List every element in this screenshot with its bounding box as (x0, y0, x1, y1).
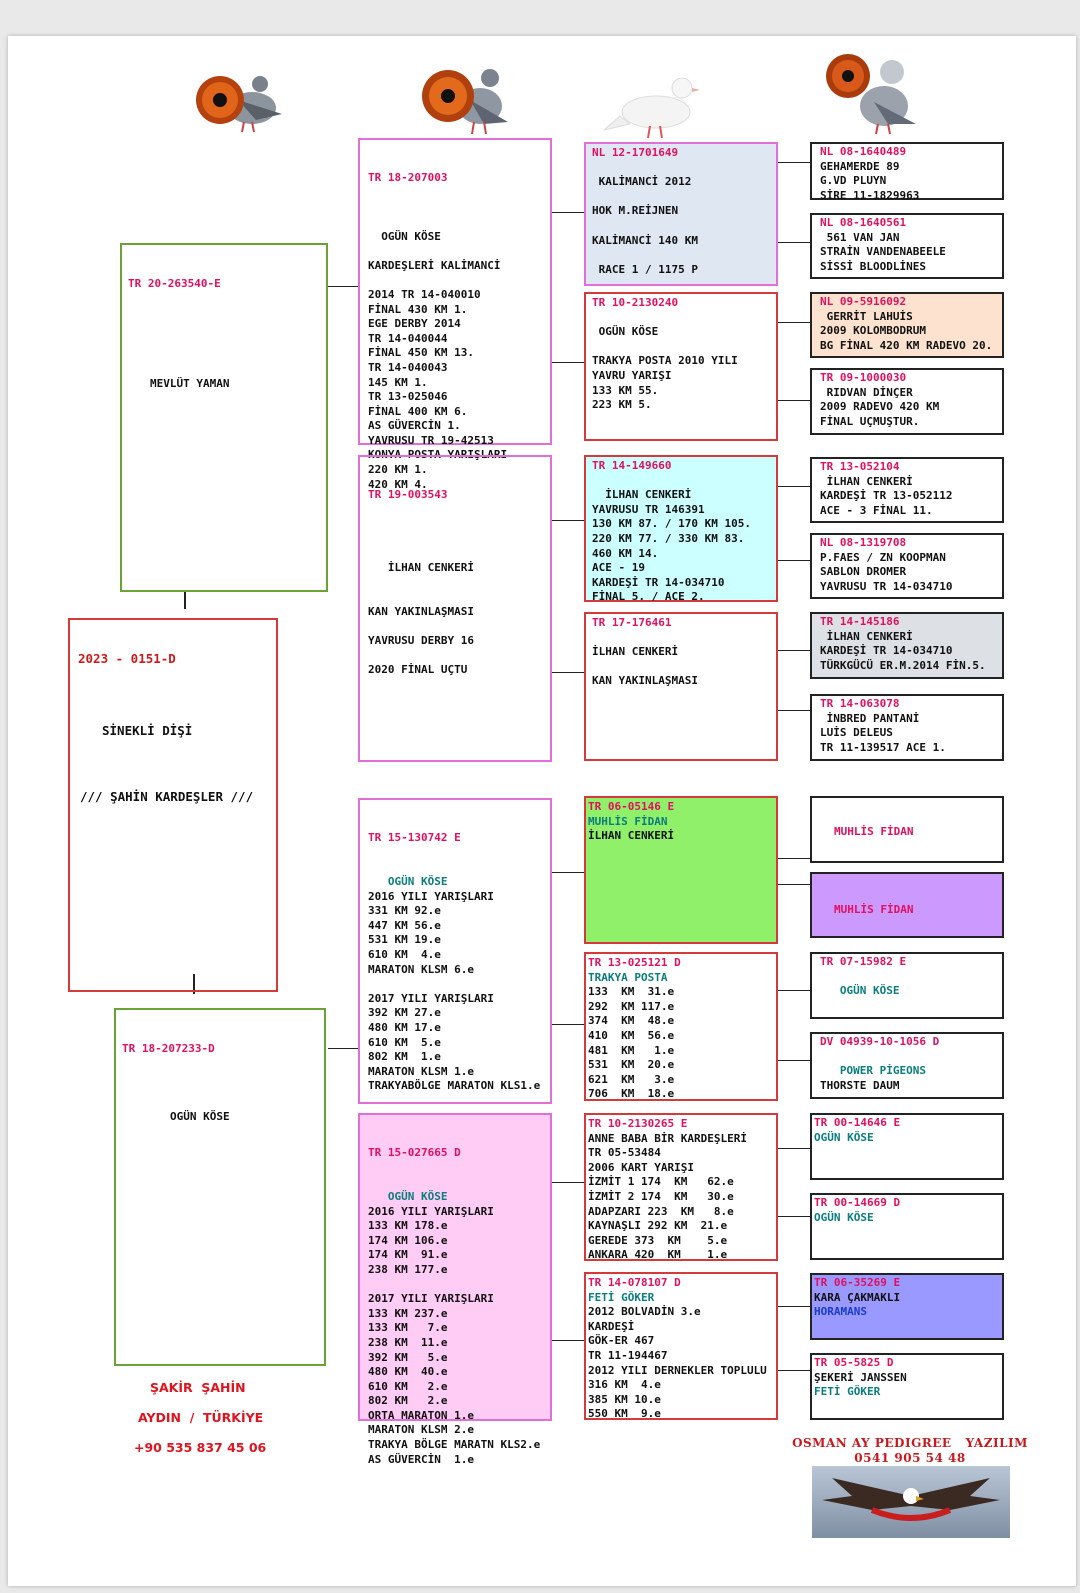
pedigree-text-line (820, 970, 994, 985)
pedigree-text-line: MUHLİS FİDAN (834, 903, 914, 916)
pedigree-text-line: 220 KM 77. / 330 KM 83. (592, 531, 745, 545)
pedigree-text-line: AS GÜVERCİN 1. (368, 419, 461, 433)
pedigree-text-line: NL 08-1640489 (820, 145, 907, 158)
pedigree-text-line: 420 KM 4. (368, 477, 428, 491)
pedigree-text-line: İLHAN CENKERİ (592, 488, 692, 502)
pedigree-text-line (592, 248, 770, 263)
gen4-card-16[interactable] (810, 1353, 1004, 1420)
pedigree-text-line: YAVRUSU TR 14-034710 (820, 579, 953, 593)
pedigree-text-line: MUHLİS FİDAN (834, 825, 914, 838)
pedigree-text-line: TR 14-040043 (368, 360, 448, 374)
pedigree-text-line: BG FİNAL 420 KM RADEVO 20. (820, 338, 993, 352)
pedigree-text-line: KAYNAŞLI 292 KM 21.e (588, 1219, 728, 1233)
gen4-card-11[interactable] (810, 952, 1004, 1019)
pedigree-text-line: 531 KM 19.e (368, 933, 441, 947)
gen2-ring: TR 15-027665 D (368, 1146, 461, 1160)
pedigree-text-line: TR 13-052104 (820, 460, 900, 473)
pedigree-text-line: YAVRUSU TR 19-42513 (368, 433, 494, 447)
pedigree-text-line: İLHAN CENKERİ (368, 561, 474, 575)
pedigree-text-line: FETİ GÖKER (814, 1385, 881, 1399)
gen4-card-15[interactable] (810, 1273, 1004, 1340)
pedigree-text-line: FETİ GÖKER (588, 1290, 655, 1304)
pedigree-text-line: TR 06-05146 E (588, 800, 675, 813)
pedigree-text-line (820, 1050, 994, 1065)
pedigree-text-line: OGÜN KÖSE (368, 229, 441, 243)
pedigree-text-line: GÖK-ER 467 (588, 1334, 655, 1348)
pedigree-text-line: MARATON KLSM 2.e (368, 1423, 474, 1437)
pedigree-text-line: TR 10-2130265 E (588, 1117, 688, 1130)
pedigree-text-line: 2012 BOLVADİN 3.e (588, 1305, 701, 1319)
pedigree-text-line: TR 00-14669 D (814, 1196, 901, 1209)
pedigree-text-line: TR 14-149660 (592, 459, 672, 472)
pedigree-text-line: ANKARA 420 KM 1.e (588, 1248, 728, 1262)
pedigree-text-line: TRAKYABÖLGE MARATON KLS1.e (368, 1079, 541, 1093)
pedigree-text-line: NL 09-5916092 (820, 295, 907, 308)
pigeon-eye-photo-2 (412, 60, 512, 136)
gen3-card-6[interactable] (584, 952, 778, 1101)
gen4-card-10[interactable] (810, 872, 1004, 938)
gen4-card-9[interactable] (810, 796, 1004, 863)
pedigree-text-line: KAN YAKINLAŞMASI (592, 674, 698, 688)
eagle-logo (812, 1466, 1010, 1538)
pedigree-text-line: 802 KM 2.e (368, 1394, 448, 1408)
pedigree-text-line: YAVRUSU TR 146391 (592, 502, 705, 516)
pedigree-text-line: OGÜN KÖSE (820, 984, 900, 998)
pedigree-text-line: 410 KM 56.e (588, 1028, 675, 1042)
pedigree-text-line: 374 KM 48.e (588, 1014, 675, 1028)
pedigree-text-line: TRAKYA POSTA 2010 YILI (592, 354, 738, 368)
pedigree-text-line: OGÜN KÖSE (368, 874, 448, 888)
pedigree-text-line: KALİMANCİ 2012 (592, 175, 692, 189)
gen4-card-8[interactable] (810, 694, 1004, 761)
pedigree-text-line: 174 KM 106.e (368, 1233, 448, 1247)
pedigree-text-line: 130 KM 87. / 170 KM 105. (592, 517, 751, 531)
pedigree-text-line: KONYA POSTA YARIŞLARI (368, 448, 508, 462)
pedigree-text-line: TRAKYA BÖLGE MARATN KLS2.e (368, 1438, 541, 1452)
pedigree-text-line: 133 KM 7.e (368, 1321, 448, 1335)
pedigree-text-line: KALİMANCİ 140 KM (592, 233, 698, 247)
pedigree-text-line: TR 17-176461 (592, 616, 672, 629)
pedigree-text-line (368, 620, 542, 635)
pedigree-text-line: KARDEŞLERİ KALİMANCİ (368, 258, 501, 272)
dam-sire-card[interactable] (358, 798, 552, 1104)
brand-phone: 0541 905 54 48 (854, 1451, 966, 1465)
pedigree-text-line: 133 KM 237.e (368, 1306, 448, 1320)
pedigree-text-line: TR 09-1000030 (820, 371, 907, 384)
dam-dam-card[interactable] (358, 1113, 552, 1466)
pedigree-text-line: YAVRU YARIŞI (592, 368, 672, 382)
pedigree-text-line: 2009 RADEVO 420 KM (820, 400, 940, 414)
gen4-card-2[interactable] (810, 213, 1004, 279)
pedigree-text-line: 481 KM 1.e (588, 1043, 675, 1057)
pedigree-text-line: SABLON DROMER (820, 565, 907, 579)
gen4-card-4[interactable] (810, 368, 1004, 435)
pedigree-text-line: 2012 YILI DERNEKLER TOPLULU (588, 1363, 767, 1377)
pedigree-text-line: HORAMANS (814, 1305, 867, 1319)
pedigree-text-line: 2014 TR 14-040010 (368, 287, 481, 301)
pedigree-text-line: 561 VAN JAN (820, 230, 900, 244)
pedigree-text-line (368, 977, 542, 992)
pedigree-text-line: İLHAN CENKERİ (592, 645, 679, 659)
pedigree-text-line: ANNE BABA BİR KARDEŞLERİ (588, 1131, 747, 1145)
subject-name: SİNEKLİ DİŞİ (102, 723, 193, 738)
pedigree-text-line: 133 KM 31.e (588, 985, 675, 999)
pedigree-text-line: KARDEŞİ TR 14-034710 (820, 644, 953, 658)
pedigree-text-line: POWER PİGEONS (820, 1064, 926, 1078)
pedigree-text-line (368, 215, 542, 230)
pedigree-text-line: FİNAL 450 KM 13. (368, 346, 474, 360)
pedigree-text-line: P.FAES / ZN KOOPMAN (820, 550, 946, 564)
pedigree-text-line: FİNAL 400 KM 6. (368, 404, 468, 418)
pedigree-text-line: İZMİT 1 174 KM 62.e (588, 1175, 734, 1189)
pedigree-text-line: 610 KM 5.e (368, 1035, 441, 1049)
pedigree-text-line: FİNAL 5. / ACE 2. (592, 590, 705, 604)
gen3-card-8[interactable] (584, 1272, 778, 1420)
pedigree-text-line: 392 KM 27.e (368, 1006, 441, 1020)
pedigree-text-line: TR 14-145186 (820, 615, 900, 628)
pedigree-text-line: FİNAL 430 KM 1. (368, 302, 468, 316)
pedigree-text-line: SİRE 11-1829963 (820, 188, 920, 202)
gen4-card-7[interactable] (810, 612, 1004, 679)
pedigree-text-line: KARDEŞİ TR 13-052112 (820, 489, 953, 503)
pedigree-text-line: MARATON KLSM 6.e (368, 962, 474, 976)
pedigree-text-line: 292 KM 117.e (588, 999, 675, 1013)
pedigree-text-line: TR 06-35269 E (814, 1276, 901, 1289)
pedigree-text-line: FİNAL UÇMUŞTUR. (820, 414, 920, 428)
pedigree-text-line: İNBRED PANTANİ (820, 711, 920, 725)
gen3-card-1[interactable] (584, 142, 778, 286)
pedigree-text-line: TR 14-078107 D (588, 1276, 681, 1289)
pedigree-text-line: 2017 YILI YARIŞLARI (368, 1292, 494, 1306)
pedigree-text-line: TR 07-15982 E (820, 955, 907, 968)
pedigree-text-line: NL 12-1701649 (592, 146, 679, 159)
pedigree-text-line: GEHAMERDE 89 (820, 159, 900, 173)
owner-phone: +90 535 837 45 06 (134, 1440, 267, 1455)
pedigree-text-line: KARA ÇAKMAKLI (814, 1290, 901, 1304)
pedigree-text-line: TR 10-2130240 (592, 296, 679, 309)
pedigree-text-line: 145 KM 1. (368, 375, 428, 389)
pedigree-text-line: 392 KM 5.e (368, 1350, 448, 1364)
pedigree-text-line (592, 161, 770, 176)
pedigree-text-line: 223 KM 5. (592, 398, 652, 412)
pedigree-text-line: 2020 FİNAL UÇTU (368, 663, 468, 677)
owner-location: AYDIN / TÜRKİYE (138, 1410, 264, 1425)
pedigree-text-line: TR 14-063078 (820, 697, 900, 710)
pedigree-text-line: 316 KM 4.e (588, 1378, 661, 1392)
pedigree-text-line: GERRİT LAHUİS (820, 309, 913, 323)
pedigree-text-line: OGÜN KÖSE (814, 1210, 874, 1224)
pedigree-text-line: TR 05-53484 (588, 1146, 661, 1160)
pedigree-text-line (368, 547, 542, 562)
pedigree-text-line: ACE - 3 FİNAL 11. (820, 503, 933, 517)
pedigree-text-line (368, 590, 542, 605)
pedigree-text-line: 802 KM 1.e (368, 1050, 441, 1064)
pedigree-text-line: 610 KM 4.e (368, 947, 441, 961)
pedigree-text-line (592, 660, 770, 675)
pedigree-text-line: SİSSİ BLOODLİNES (820, 259, 926, 273)
dam-card[interactable] (114, 1008, 326, 1366)
pedigree-text-line (592, 311, 770, 326)
gen3-card-3[interactable] (584, 455, 778, 602)
pedigree-text-line: KARDEŞİ TR 14-034710 (592, 575, 725, 589)
pedigree-text-line: 480 KM 40.e (368, 1365, 448, 1379)
pedigree-text-line (592, 340, 770, 355)
pedigree-text-line: 531 KM 20.e (588, 1058, 675, 1072)
pedigree-text-line: 550 KM 9.e (588, 1407, 661, 1421)
pedigree-text-line: 621 KM 3.e (588, 1072, 675, 1086)
pedigree-text-line (368, 244, 542, 259)
pedigree-text-line: ADAPZARI 223 KM 8.e (588, 1204, 734, 1218)
pedigree-text-line: TRAKYA POSTA (588, 970, 668, 984)
gen4-card-14[interactable] (810, 1193, 1004, 1260)
pedigree-text-line: OGÜN KÖSE (368, 1189, 448, 1203)
pedigree-text-line (592, 631, 770, 646)
pedigree-text-line: 331 KM 92.e (368, 904, 441, 918)
pedigree-text-line: ACE - 19 (592, 561, 645, 575)
pedigree-text-line: EGE DERBY 2014 (368, 317, 461, 331)
pedigree-text-line: İLHAN CENKERİ (588, 829, 675, 843)
pedigree-text-line: İLHAN CENKERİ (820, 474, 913, 488)
pedigree-text-line: LUİS DELEUS (820, 726, 893, 740)
gen3-card-2[interactable] (584, 292, 778, 441)
pedigree-text-line: NL 08-1640561 (820, 216, 907, 229)
subject-loft: /// ŞAHİN KARDEŞLER /// (80, 789, 254, 804)
pedigree-text-line: 2016 YILI YARIŞLARI (368, 1204, 494, 1218)
gen4-card-1[interactable] (810, 142, 1004, 200)
sire-dam-card[interactable] (358, 455, 552, 762)
pedigree-text-line: 480 KM 17.e (368, 1020, 441, 1034)
pedigree-text-line: İZMİT 2 174 KM 30.e (588, 1189, 734, 1203)
pedigree-text-line: TR 11-139517 ACE 1. (820, 740, 946, 754)
pedigree-text-line (368, 649, 542, 664)
pedigree-text-line: KAN YAKINLAŞMASI (368, 604, 474, 618)
pedigree-text-line: THORSTE DAUM (820, 1078, 900, 1092)
owner-name: ŞAKİR ŞAHİN (150, 1380, 246, 1395)
pedigree-text-line: 706 KM 18.e (588, 1087, 675, 1101)
pedigree-text-line: 2017 YILI YARIŞLARI (368, 991, 494, 1005)
pedigree-text-line: HOK M.REİJNEN (592, 204, 679, 218)
pedigree-text-line (368, 576, 542, 591)
sire-card[interactable] (120, 243, 328, 592)
pedigree-text-line: RACE 1 / 1175 P (592, 262, 698, 276)
pedigree-text-line: ŞEKERİ JANSSEN (814, 1370, 907, 1384)
pedigree-text-line: 460 KM 14. (592, 546, 659, 560)
gen4-card-5[interactable] (810, 457, 1004, 523)
pedigree-text-line: MUHLİS FİDAN (588, 814, 668, 828)
gen4-card-6[interactable] (810, 533, 1004, 599)
pedigree-text-line: DV 04939-10-1056 D (820, 1035, 940, 1048)
pedigree-text-line: 2006 KART YARIŞI (588, 1160, 694, 1174)
pedigree-text-line: 2009 KOLOMBODRUM (820, 324, 926, 338)
pedigree-text-line: 385 KM 10.e (588, 1392, 661, 1406)
pedigree-text-line: ORTA MARATON 1.e (368, 1408, 474, 1422)
pedigree-text-line: MARATON KLSM 1.e (368, 1064, 474, 1078)
sire-name: MEVLÜT YAMAN (150, 377, 230, 390)
gen2-ring: TR 15-130742 E (368, 831, 461, 845)
subject-ring: 2023 - 0151-D (78, 651, 176, 667)
sire-sire-card[interactable] (358, 138, 552, 491)
brand-name: OSMAN AY PEDIGREE YAZILIM (792, 1436, 1028, 1450)
pedigree-text-line: OGÜN KÖSE (592, 325, 659, 339)
pedigree-text-line: TÜRKGÜCÜ ER.M.2014 FİN.5. (820, 658, 986, 672)
pedigree-text-line: 238 KM 177.e (368, 1262, 448, 1276)
pedigree-text-line: TR 13-025121 D (588, 956, 681, 969)
pedigree-text-line: RIDVAN DİNÇER (820, 385, 913, 399)
gen3-card-7[interactable] (584, 1113, 778, 1261)
pedigree-text-line (592, 219, 770, 234)
gen2-ring: TR 18-207003 (368, 171, 448, 185)
white-pigeon-photo (600, 60, 710, 140)
pedigree-text-line: KARDEŞİ (588, 1319, 635, 1333)
pedigree-text-line: 447 KM 56.e (368, 918, 441, 932)
gen4-card-12[interactable] (810, 1032, 1004, 1099)
gen3-card-5[interactable] (584, 796, 778, 944)
dam-ring: TR 18-207233-D (122, 1042, 215, 1056)
pedigree-text-line: TR 05-5825 D (814, 1356, 894, 1369)
pedigree-text-line: 238 KM 11.e (368, 1335, 448, 1349)
subject-card[interactable] (68, 618, 278, 992)
sire-ring: TR 20-263540-E (128, 277, 221, 291)
pedigree-text-line: NL 08-1319708 (820, 536, 907, 549)
pedigree-text-line (592, 474, 770, 489)
pedigree-text-line: GEREDE 373 KM 5.e (588, 1233, 728, 1247)
pedigree-text-line: TR 11-194467 (588, 1348, 668, 1362)
pedigree-text-line: OGÜN KÖSE (814, 1130, 874, 1144)
pedigree-text-line (592, 190, 770, 205)
pedigree-text-line: TR 14-040044 (368, 331, 448, 345)
pedigree-text-line: 174 KM 91.e (368, 1248, 448, 1262)
dam-name: OGÜN KÖSE (170, 1110, 230, 1123)
pedigree-text-line: TR 00-14646 E (814, 1116, 901, 1129)
pedigree-text-line: İLHAN CENKERİ (820, 629, 913, 643)
pedigree-text-line: TR 13-025046 (368, 390, 448, 404)
gen3-card-4[interactable] (584, 612, 778, 761)
gen2-ring: TR 19-003543 (368, 488, 448, 502)
gen4-card-13[interactable] (810, 1113, 1004, 1180)
pedigree-text-line: 220 KM 1. (368, 463, 428, 477)
pedigree-text-line (368, 1278, 542, 1293)
gen4-card-3[interactable] (810, 292, 1004, 358)
pedigree-text-line (368, 532, 542, 547)
pedigree-text-line: AS GÜVERCİN 1.e (368, 1452, 474, 1466)
pedigree-text-line: 133 KM 55. (592, 383, 659, 397)
pedigree-text-line: 610 KM 2.e (368, 1379, 448, 1393)
pedigree-text-line: 2016 YILI YARIŞLARI (368, 889, 494, 903)
pedigree-text-line: 133 KM 178.e (368, 1219, 448, 1233)
pedigree-text-line: STRAİN VANDENABEELE (820, 245, 946, 259)
pigeon-eye-photo-3 (822, 52, 922, 136)
pedigree-text-line: G.VD PLUYN (820, 174, 887, 188)
pigeon-eye-photo-1 (186, 70, 286, 136)
pedigree-text-line (368, 273, 542, 288)
pedigree-text-line: YAVRUSU DERBY 16 (368, 634, 474, 648)
